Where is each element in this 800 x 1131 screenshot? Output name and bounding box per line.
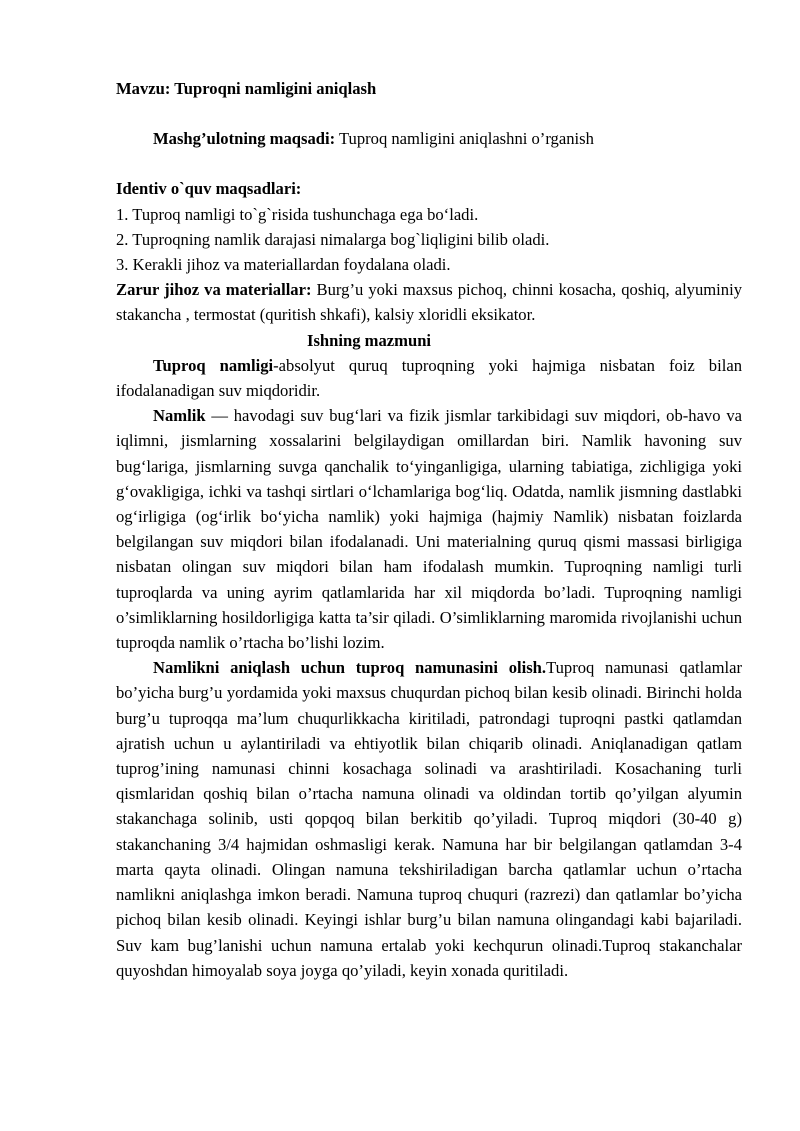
lesson-goal [116, 126, 742, 151]
objective-item: 2. Tuproqning namlik darajasi nimalarga bog`liqligini bilib oladi. [116, 229, 550, 249]
equipment-label: Zarur jihoz va materiallar: [116, 280, 312, 300]
paragraph-lead: Namlikni aniqlash uchun tuproq namunasini olish. [153, 658, 547, 678]
equipment-paragraph [116, 277, 742, 327]
paragraph-humidity [116, 403, 742, 655]
content-heading: Ishning mazmuni [307, 330, 432, 350]
paragraph-sampling [116, 655, 742, 983]
paragraph-soil-moisture [116, 353, 742, 403]
objective-item: 1. Tuproq namligi to`g`risida tushunchaga ega bo‘ladi. [116, 204, 479, 224]
paragraph-lead: Namlik [153, 406, 206, 426]
paragraph-text: -absolyut quruq tuproqning yoki hajmiga nisbatan foiz bilan ifodalanadigan suv miqdoridir. [116, 355, 742, 401]
lesson-goal-label: Mashg’ulotning maqsadi: [153, 129, 336, 149]
objective-item: 3. Kerakli jihoz va materiallardan foydalana oladi. [116, 255, 451, 275]
equipment-text: Burg’u yoki maxsus pichoq, chinni kosacha, qoshiq, alyuminiy stakancha , termostat (quritish shkafi), kalsiy xloridli eksikator. [116, 280, 742, 325]
paragraph-text: Tuproq namunasi qatlamlar bo’yicha burg’u yordamida yoki maxsus chuqurdan pichoq bilan kesib olinadi. Birinchi holda burg’u tuproqqa ma’lum chuqurlikkacha kiritiladi, patrondagi tuproqni pastki qatlamdan ajratish uchun u aylantiriladi va ehtiyotlik bilan chiqarib olinadi. Aniqlanadigan qatlam tuprog’ining namunasi chinni kosachaga solinadi va arashtiriladi. Kosachaning turli qismlaridan qoshiq bilan o’rtacha namuna olinadi va oldindan tortib qo’yilgan alyumin stakanchaga solinib, usti qopqoq bilan berkitib qo’yiladi. Tuproq miqdori (30-40 g) stakanchaning 3/4 hajmidan oshmasligi kerak. Namuna har bir belgilangan qatlamdan 3-4 marta qayta olinadi. Olingan namuna tekshiriladigan barcha qatlamlar uchun o’rtacha namlikni aniqlashga imkon beradi. Namuna tuproq chuquri (razrezi) dan qatlamlar bo’yicha pichoq bilan kesib olinadi. Keyingi ishlar burg’u bilan namuna olingandagi kabi bajariladi. Suv kam bug’lanishi uchun namuna ertalab yoki kechqurun olinadi.Tuproq stakanchalar quyoshdan himoyalab soya joyga qo’yiladi, keyin xonada quritiladi. [116, 658, 742, 980]
document-page [116, 76, 742, 983]
spacer [116, 151, 742, 176]
spacer [116, 101, 742, 126]
paragraph-lead: Tuproq namligi [153, 355, 274, 375]
topic-title: Mavzu: Tuproqni namligini aniqlash [116, 79, 377, 98]
paragraph-text: — havodagi suv bug‘lari va fizik jismlar tarkibidagi suv miqdori, ob-havo va iqlimni, jismlarning xossalarini belgilaydigan omillardan biri. Namlik havoning suv bug‘lariga, jismlarning suvga qanchalik to‘yinganligiga, ularning tabiatiga, zichligiga yoki g‘ovakligiga, ichki va tashqi sirtlari o‘lchamlariga bog‘liq. Odatda, namlik jismning dastlabki og‘irligiga (og‘irlik bo‘yicha namlik) yoki hajmiga (hajmiy Namlik) nisbatan foizlarda belgilangan suv miqdori bilan ifodalanadi. Uni materialning quruq qismi massasi birligiga nisbatan olingan suv miqdori bilan ham ifodalash mumkin. Tuproqning namligi turli tuproqlarda va uning ayrim qatlamlarida har xil miqdorda bo’ladi. Tuproqning namligi o’simliklarning hosildorligiga katta ta’sir qiladi. O’simliklarning maromida rivojlanishi uchun tuproqda namlik o’rtacha bo’lishi lozim. [116, 406, 742, 653]
lesson-goal-text: Tuproq namligini aniqlashni o’rganish [335, 129, 594, 149]
objectives-heading: Identiv o`quv maqsadlari: [116, 179, 302, 199]
